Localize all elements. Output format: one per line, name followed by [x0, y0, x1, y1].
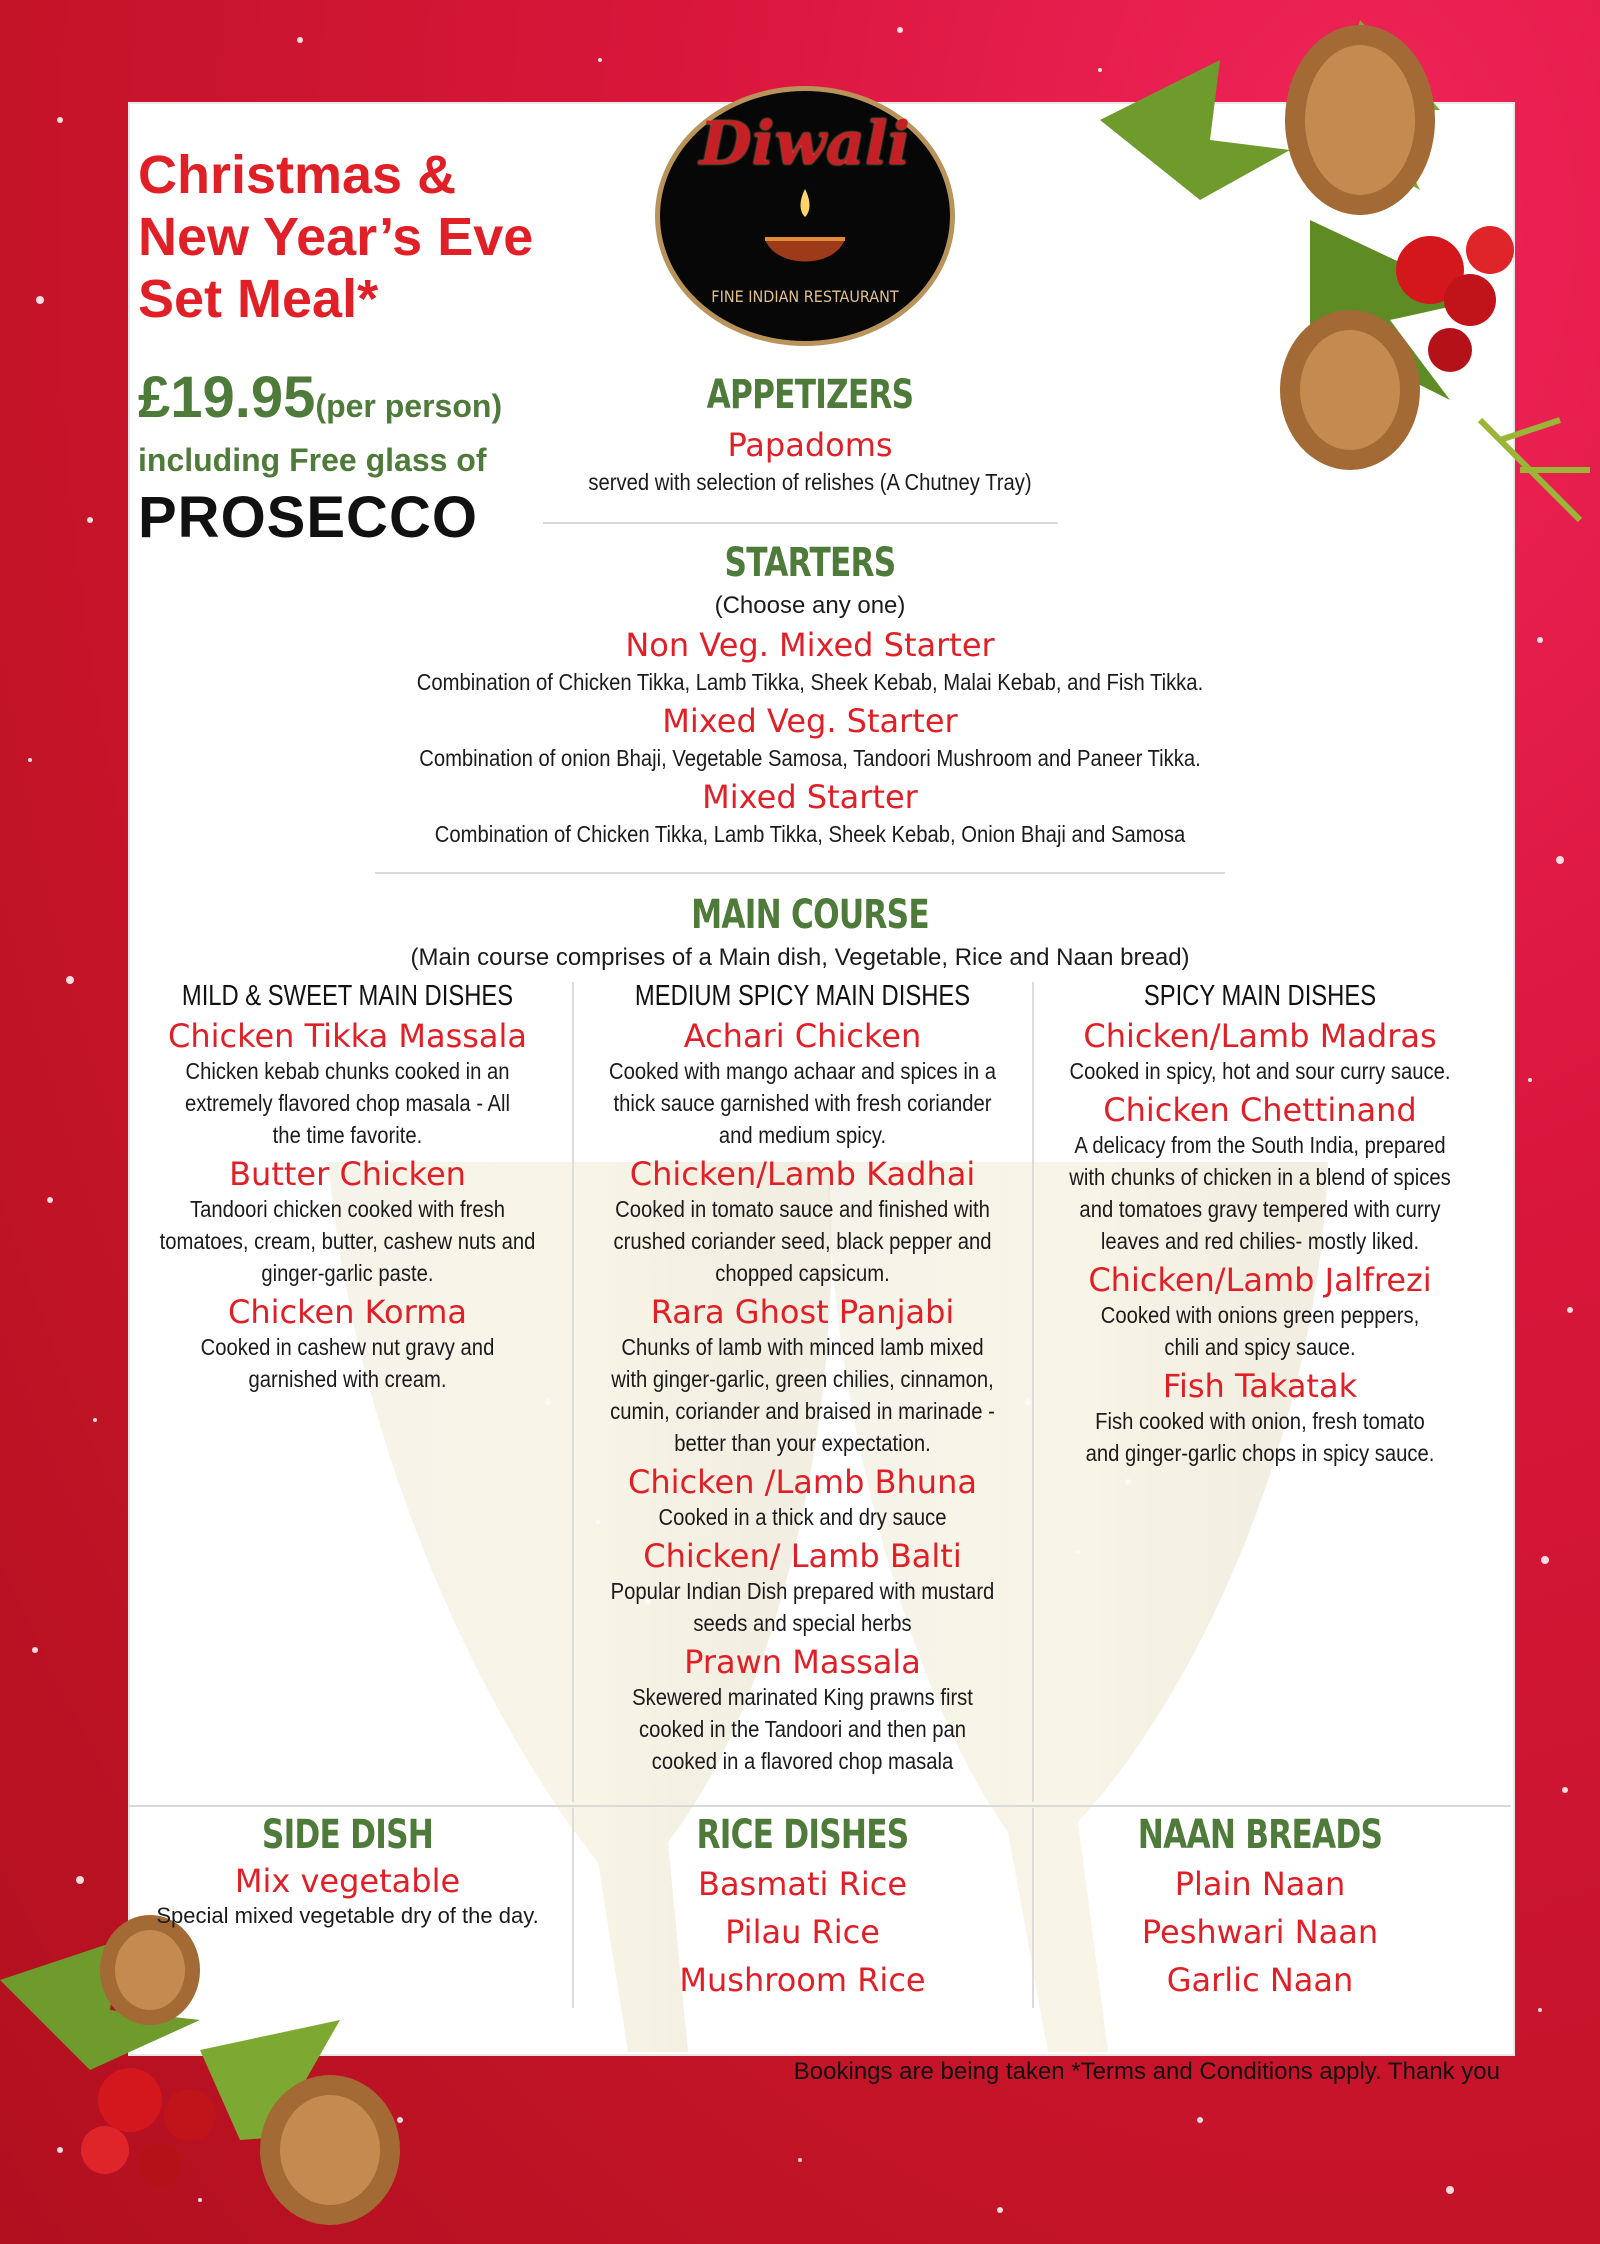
rice-item: Basmati Rice	[697, 1865, 908, 1903]
starters-note: (Choose any one)	[714, 592, 906, 619]
starter-name: Mixed Veg. Starter	[662, 702, 958, 740]
column-divider	[572, 1808, 574, 2008]
main-dish-name: Fish Takatak	[1162, 1367, 1358, 1405]
price-value: £19.95	[138, 365, 316, 430]
headline-line2: New Year’s Eve	[138, 207, 534, 267]
starter-desc: Combination of Chicken Tikka, Lamb Tikka, Sheek Kebab, Onion Bhaji and Samosa	[434, 821, 1186, 847]
side-dish-heading: SIDE DISH	[261, 1812, 434, 1858]
side-dish-section	[130, 1812, 565, 1932]
diya-lamp-icon	[755, 179, 855, 279]
main-dish-name: Chicken/Lamb Kadhai	[629, 1155, 976, 1193]
rice-heading: RICE DISHES	[696, 1812, 909, 1858]
main-dish-desc: Cooked in tomato sauce and finished with crushed coriander seed, black pepper and chopped capsicum.	[613, 1196, 992, 1286]
main-dish-name: Rara Ghost Panjabi	[650, 1293, 955, 1331]
starter-desc: Combination of Chicken Tikka, Lamb Tikka, Sheek Kebab, Malai Kebab, and Fish Tikka.	[416, 669, 1204, 695]
starter-name: Mixed Starter	[702, 778, 918, 816]
naan-item: Garlic Naan	[1166, 1961, 1354, 1999]
divider	[543, 522, 1058, 524]
main-dish-name: Chicken Chettinand	[1103, 1091, 1417, 1129]
main-dish-desc: Chunks of lamb with minced lamb mixed with ginger-garlic, green chilies, cinnamon, cumin, coriander and braised in marinade - better than your expectation.	[610, 1334, 995, 1456]
main-dish-desc: Tandoori chicken cooked with fresh tomatoes, cream, butter, cashew nuts and ginger-garlic paste.	[159, 1196, 536, 1286]
appetizer-desc: served with selection of relishes (A Chutney Tray)	[588, 469, 1032, 495]
rice-item: Pilau Rice	[725, 1913, 880, 1951]
naan-section	[1040, 1812, 1480, 2002]
column-divider	[1032, 982, 1034, 1802]
headline-line1: Christmas &	[138, 145, 457, 205]
appetizer-dish: Papadoms	[727, 426, 893, 464]
main-course-note: (Main course comprises of a Main dish, Vegetable, Rice and Naan bread)	[410, 944, 1190, 971]
headline-title	[138, 144, 658, 330]
headline-line3: Set Meal*	[138, 269, 379, 329]
main-dish-name: Achari Chicken	[683, 1017, 922, 1055]
logo-name: Diwali	[699, 109, 911, 179]
main-dish-name: Butter Chicken	[229, 1155, 466, 1193]
main-dish-desc: Skewered marinated King prawns first cooked in the Tandoori and then pan cooked in a flavored chop masala	[632, 1684, 973, 1774]
holly-pinecone-decoration-bottom	[0, 1900, 460, 2244]
column-heading: MEDIUM SPICY MAIN DISHES	[634, 980, 971, 1012]
main-dish-desc: Popular Indian Dish prepared with mustard seeds and special herbs	[610, 1578, 995, 1636]
naan-heading: NAAN BREADS	[1137, 1812, 1383, 1858]
spicy-column	[1040, 980, 1480, 1469]
logo-tagline: FINE INDIAN RESTAURANT	[711, 287, 899, 306]
including-text: including Free glass of	[138, 442, 487, 478]
footer-note: Bookings are being taken *Terms and Conditions apply. Thank you	[793, 2058, 1500, 2085]
medium-column	[580, 980, 1025, 1777]
main-dish-desc: Cooked in spicy, hot and sour curry sauce.	[1069, 1058, 1451, 1084]
rice-item: Mushroom Rice	[679, 1961, 926, 1999]
main-dish-desc: Cooked in a thick and dry sauce	[658, 1504, 947, 1530]
main-dish-name: Chicken /Lamb Bhuna	[628, 1463, 977, 1501]
main-dish-name: Chicken/ Lamb Balti	[643, 1537, 962, 1575]
column-divider	[1032, 1808, 1034, 2008]
restaurant-logo	[655, 86, 955, 346]
divider	[375, 872, 1225, 874]
prosecco-text: PROSECCO	[138, 485, 478, 550]
main-dish-desc: A delicacy from the South India, prepared with chunks of chicken in a blend of spices and tomatoes gravy tempered with curry leaves and red chilies- mostly liked.	[1069, 1132, 1451, 1254]
side-dish-desc: Special mixed vegetable dry of the day.	[156, 1903, 539, 1928]
set-meal-price	[138, 364, 678, 431]
mild-column	[130, 980, 565, 1395]
price-note: (per person)	[315, 388, 503, 424]
main-dish-name: Chicken Tikka Massala	[167, 1017, 528, 1055]
column-heading: SPICY MAIN DISHES	[1143, 980, 1377, 1012]
main-dish-desc: Cooked with onions green peppers, chili and spicy sauce.	[1100, 1302, 1420, 1360]
main-dish-desc: Chicken kebab chunks cooked in an extremely flavored chop masala - All the time favorite.	[184, 1058, 511, 1148]
naan-item: Peshwari Naan	[1141, 1913, 1379, 1951]
starter-desc: Combination of onion Bhaji, Vegetable Samosa, Tandoori Mushroom and Paneer Tikka.	[419, 745, 1201, 771]
rice-section	[580, 1812, 1025, 2002]
main-dish-name: Chicken/Lamb Jalfrezi	[1088, 1261, 1432, 1299]
main-course-heading: MAIN COURSE	[691, 892, 929, 938]
main-dish-name: Prawn Massala	[684, 1643, 921, 1681]
side-dish-name: Mix vegetable	[234, 1862, 461, 1900]
main-dish-desc: Cooked in cashew nut gravy and garnished with cream.	[200, 1334, 495, 1392]
main-dish-desc: Cooked with mango achaar and spices in a thick sauce garnished with fresh coriander and medium spicy.	[608, 1058, 997, 1148]
starters-heading: STARTERS	[724, 540, 896, 586]
divider	[128, 1805, 1511, 1807]
main-dish-name: Chicken/Lamb Madras	[1083, 1017, 1437, 1055]
starter-name: Non Veg. Mixed Starter	[625, 626, 995, 664]
appetizers-heading: APPETIZERS	[706, 372, 914, 418]
holly-pinecone-decoration	[1060, 0, 1600, 600]
main-dish-name: Chicken Korma	[228, 1293, 467, 1331]
column-heading: MILD & SWEET MAIN DISHES	[181, 980, 514, 1012]
main-dish-desc: Fish cooked with onion, fresh tomato and ginger-garlic chops in spicy sauce.	[1085, 1408, 1435, 1466]
naan-item: Plain Naan	[1174, 1865, 1346, 1903]
column-divider	[572, 982, 574, 1802]
